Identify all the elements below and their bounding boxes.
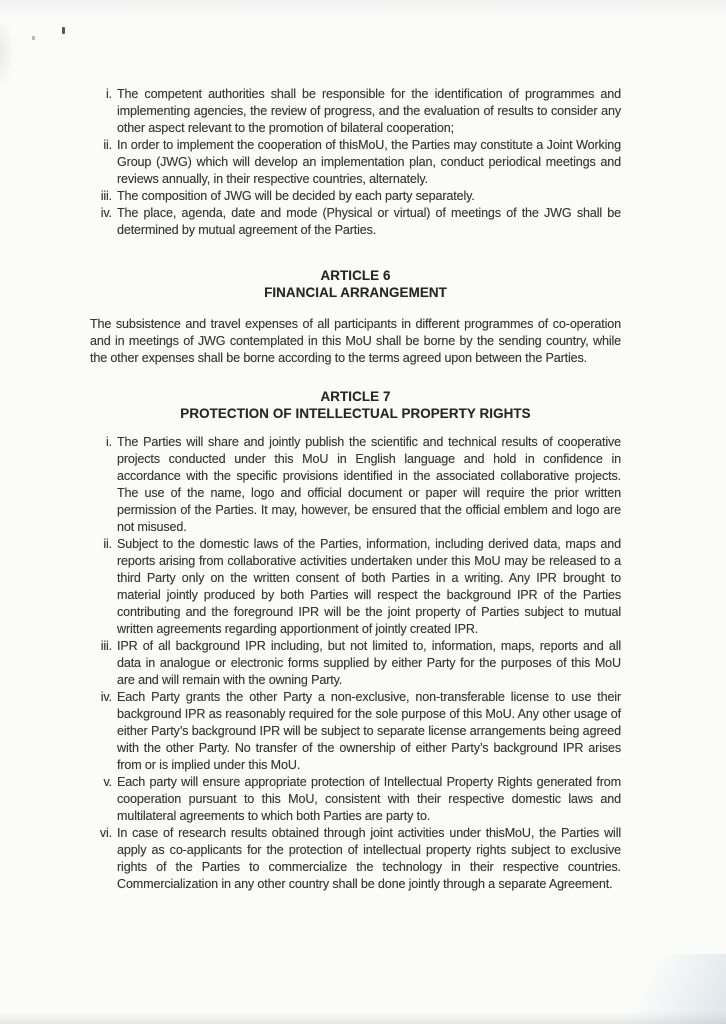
clause-marker: i. [106,435,112,449]
article-7-clause-v [90,774,621,825]
scan-speck [62,27,65,34]
intro-clause-iv [90,205,621,239]
article-7-clause-iii [90,638,621,689]
article-7-clause-i [90,434,621,536]
clause-marker: iv. [100,690,112,704]
intro-clause-i [90,86,621,137]
clause-marker: i. [106,87,112,101]
intro-clause-ii [90,137,621,188]
scan-top-shadow [0,0,726,16]
article-6-header [90,267,621,301]
clause-text: The Parties will share and jointly publish the scientific and technical results of cooperative projects conducted under this MoU in English language and hold in confidence in accordance with the specific provisions identified in the associated collaborative projects. The use of the name, logo and official document or paper will require the prior written permission of the Parties. It may, however, be ensured that the official emblem and logo are not misused. [117,435,621,534]
scan-bottom-shadow [0,1012,726,1024]
article-7-clause-vi [90,825,621,893]
clause-marker: v. [103,775,112,789]
clause-text: In case of research results obtained through joint activities under thisMoU, the Parties will apply as co-applicants for the protection of intellectual property rights subject to exclusive rights of the Parties to commercialize the technology in their respective countries. Commercialization in any other country shall be done jointly through a separate Agreement. [117,826,621,891]
page-content [90,86,621,893]
clause-text: IPR of all background IPR including, but not limited to, information, maps, reports and all data in analogue or electronic forms supplied by either Party for the purposes of this MoU are and will remain with the owning Party. [117,639,621,687]
article-7-subheading: PROTECTION OF INTELLECTUAL PROPERTY RIGHTS [180,406,531,421]
clause-text: Each Party grants the other Party a non-exclusive, non-transferable license to use their background IPR as reasonably required for the sole purpose of this MoU. Any other usage of either Party’s background IPR will be subject to separate license arrangements being agreed with the other Party. No transfer of the ownership of either Party’s background IPR arises from or is implied under this MoU. [117,690,621,772]
scan-speck [32,36,35,40]
article-6-heading: ARTICLE 6 [320,268,391,283]
article-6-paragraph: The subsistence and travel expenses of all participants in different programmes of co-operation and in meetings of JWG contemplated in this MoU shall be borne by the sending country, while the other expenses shall be borne according to the terms agreed upon between the Parties. [90,317,621,365]
clause-text: The composition of JWG will be decided by each party separately. [117,189,475,203]
clause-text: The place, agenda, date and mode (Physical or virtual) of meetings of the JWG shall be determined by mutual agreement of the Parties. [117,206,621,237]
clause-marker: ii. [103,537,112,551]
clause-marker: iii. [100,189,112,203]
intro-clause-list [90,86,621,239]
article-7-clause-list [90,434,621,893]
scan-edge-smudge [0,18,14,88]
clause-text: The competent authorities shall be responsible for the identification of programmes and implementing agencies, the review of progress, and the evaluation of results to consider any other aspect relevant to the promotion of bilateral cooperation; [117,87,621,135]
article-7-clause-ii [90,536,621,638]
article-7-heading: ARTICLE 7 [320,389,391,404]
article-7-header [90,388,621,422]
article-6-subheading: FINANCIAL ARRANGEMENT [264,285,447,300]
intro-clause-iii [90,188,621,205]
clause-text: Each party will ensure appropriate protection of Intellectual Property Rights generated from cooperation pursuant to this MoU, consistent with their respective domestic laws and multilateral agreements to which both Parties are party to. [117,775,621,823]
article-7-clause-iv [90,689,621,774]
clause-marker: ii. [103,138,112,152]
clause-marker: vi. [99,826,112,840]
clause-marker: iii. [100,639,112,653]
clause-text: In order to implement the cooperation of thisMoU, the Parties may constitute a Joint Working Group (JWG) which will develop an implementation plan, conduct periodical meetings and reviews annually, in their respective countries, alternately. [117,138,621,186]
clause-marker: iv. [100,206,112,220]
clause-text: Subject to the domestic laws of the Parties, information, including derived data, maps and reports arising from collaborative activities undertaken under this MoU may be released to a third Party only on the written consent of both Parties in a writing. Any IPR brought to material jointly produced by both Parties will respect the background IPR of the Parties contributing and the foreground IPR will be the joint property of Parties subject to mutual written agreements regarding apportionment of jointly created IPR. [117,537,621,636]
